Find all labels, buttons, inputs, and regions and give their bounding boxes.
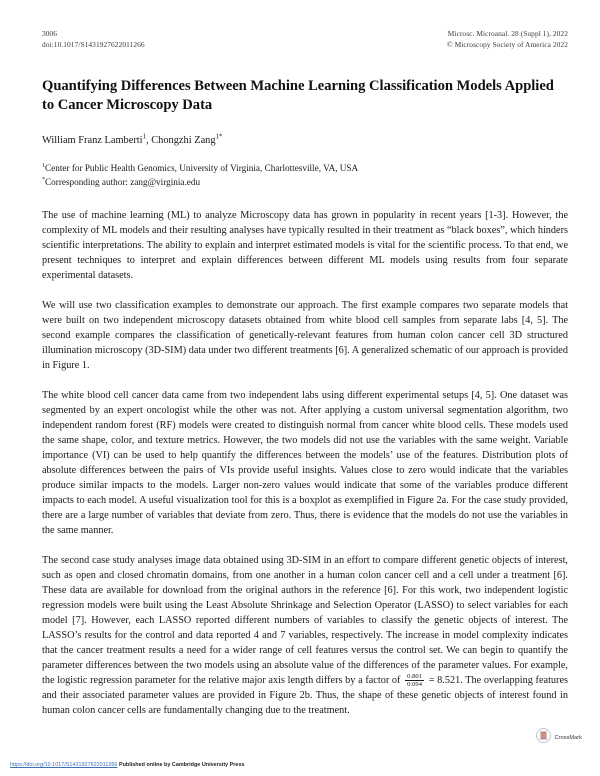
author-name-1: William Franz Lamberti (42, 135, 143, 147)
footer-publication-line (10, 762, 245, 768)
running-head-right (447, 28, 568, 51)
crossmark-icon (536, 728, 551, 748)
author-affiliation-marker-1: 1 (142, 133, 147, 141)
affiliation-text-1: Center for Public Health Genomics, University of Virginia, Charlottesville, VA, USA (45, 163, 359, 173)
author-list (42, 134, 568, 149)
page-number: 3006 (42, 29, 58, 38)
paragraph-approach: We will use two classification examples to demonstrate our approach. The first example compares two separate models that were built on two independent microscopy datasets obtained from white blood cell samples from separate labs [4, 5]. The second example compares the classification of genetically-relevant features from human colon cancer cell 3D structured illumination microscopy (3D-SIM) data under two different treatments [6]. A generalized schematic of our approach is provided in Figure 1. (42, 299, 568, 371)
footer-doi-link[interactable]: https://doi.org/10.1017/S1431927622011266 (10, 762, 118, 768)
copyright-line: © Microscopy Society of America 2022 (447, 40, 568, 50)
footer-published-by: Published online by Cambridge University Press (117, 762, 245, 768)
crossmark-label: CrossMark (554, 735, 582, 741)
author-affiliation-marker-2: 1* (215, 133, 223, 141)
doi-line: doi:10.1017/S1431927622011266 (42, 40, 145, 50)
paragraph-case-study-2-part1: The second case study analyses image data obtained using 3D-SIM in an effort to compare different genetic objects of interest, such as open and closed chromatin domains, from one another in a human colon cancer cell and a cell under a treatment [6]. These data are available for download from the original authors in the reference [6]. For this work, two independent logistic regression models were built using the Least Absolute Shrinkage and Selection Operator (LASSO) to select variables for each model [7]. However, each LASSO reported different numbers of variables to classify the genetic objects of interest. The LASSO’s results for the control and data reported 4 and 7 variables, respectively. The increase in model complexity indicates that the cancer treatment results a need for a wider range of cell features versus the control set. We can begin to quantify the parameter differences between the two models using an absolute value of the differences of the parameter values. For example, the logistic regression parameter for the relative major axis length differs by a factor of (42, 554, 568, 687)
crossmark-badge[interactable] (536, 728, 582, 748)
author-name-2: Chongzhi Zang (151, 135, 216, 147)
author-separator: , (146, 135, 152, 147)
fraction-numerator: 0.801 (407, 672, 422, 680)
page-footer (0, 720, 600, 776)
running-head (42, 28, 568, 51)
affiliation-1 (42, 162, 568, 176)
paragraph-intro: The use of machine learning (ML) to analyze Microscopy data has grown in popularity in recent years [1-3]. However, the complexity of ML models and their resulting analyses have typically resulted in their treatment as “black boxes”, which hinders scientific interpretations. The ability to explain and interpret estimated models is vital for the scientific process. To that end, we present techniques to interpret and explain differences between different ML models using results from four separate experimental datasets. (42, 209, 568, 281)
affiliation-marker-1: 1 (42, 162, 46, 169)
affiliation-marker-2: * (42, 176, 46, 183)
journal-citation-line: Microsc. Microanal. 28 (Suppl 1), 2022 (447, 29, 568, 38)
paragraph-case-study-1: The white blood cell cancer data came from two independent labs using different experimental setups [4, 5]. One dataset was segmented by an expert oncologist while the other was not. After applying a custom universal segmentation algorithm, two independent random forest (RF) models were created to distinguish normal from cancer white blood cells. These models used the same shape, color, and texture metrics. However, the two models did not use the variables with the same weight. Variable importance (VI) can be used to help quantify the differences between the models’ use of the features. Distribution plots of absolute differences between the pairs of VIs provide useful insights. Values close to zero would indicate that the variables produce similar impacts to the models. Larger non-zero values would indicate that some of the variables produce different impacts to each model. A useful visualization tool for this is a boxplot as exemplified in Figure 2a. For the case study provided, there are a large number of variables that deviate from zero. Thus, there is evidence that the models do not use the variables in the same manner. (42, 389, 568, 536)
paragraph-case-study-2-part2: = 8.521. The overlapping features and their associated parameter values are provided in Figure 2b. Thus, the shape of these genetic objects of interest found in human colon cancer cells are fundamentally changing due to the treatment. (42, 675, 568, 717)
running-head-left (42, 28, 145, 51)
inline-fraction (405, 673, 424, 688)
page-title: Quantifying Differences Between Machine Learning Classification Models Applied to Cancer Microscopy Data (42, 77, 554, 114)
paragraph-case-study-2 (42, 553, 568, 718)
affiliation-block (42, 162, 568, 190)
affiliation-text-2: Corresponding author: zang@virginia.edu (45, 176, 201, 187)
article-body (42, 208, 568, 719)
affiliation-2 (42, 176, 568, 190)
fraction-denominator: 0.094 (407, 680, 422, 688)
